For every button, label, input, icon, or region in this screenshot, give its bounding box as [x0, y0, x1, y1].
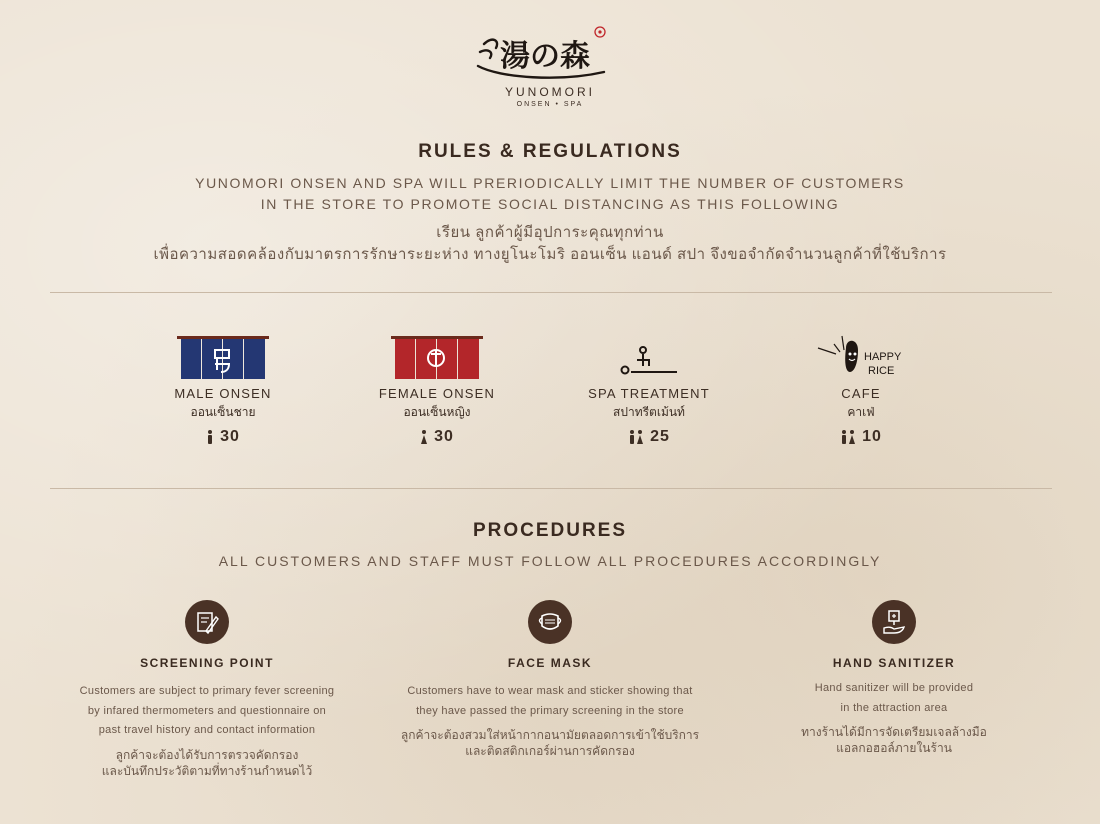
- facility-capacity: [123, 428, 323, 446]
- procedure-description-thai: [744, 724, 1044, 756]
- procedure-title: HAND SANITIZER: [832, 656, 956, 670]
- procedure-description: [744, 679, 1044, 718]
- description-line: they have passed the primary screening in the store: [416, 704, 684, 717]
- divider-bottom: [50, 488, 1052, 489]
- capacity-value: 10: [862, 428, 882, 445]
- facility-cafe: [761, 326, 961, 446]
- procedure-face-mask: [400, 600, 700, 759]
- capacity-value: 30: [434, 428, 454, 445]
- rules-th-line-2: เพื่อความสอดคล้องกับมาตรการรักษาระยะห่าง ทางยูโนะโมริ ออนเซ็น แอนด์ สปา จึงขอจำกัดจำนวนลูกค้าที่ใช้บริการ: [153, 246, 947, 263]
- procedures-title: PROCEDURES: [472, 520, 628, 541]
- rules-th-line-1: เรียน ลูกค้าผู้มีอุปการะคุณทุกท่าน: [436, 224, 664, 241]
- rules-en-line-2: IN THE STORE TO PROMOTE SOCIAL DISTANCING AS THIS FOLLOWING: [260, 196, 840, 212]
- facility-name: SPA TREATMENT: [588, 386, 710, 401]
- hand-sanitizer-icon: [882, 608, 906, 636]
- description-line: past travel history and contact information: [98, 724, 316, 736]
- description-line: in the attraction area: [840, 701, 948, 714]
- procedure-description: [400, 682, 700, 721]
- procedure-description: [57, 682, 357, 741]
- brand-name: YUNOMORI: [505, 85, 595, 99]
- female-curtain-icon: [391, 334, 483, 380]
- happy-rice-logo-line1: HAPPY: [864, 351, 902, 363]
- people-icon: [840, 430, 856, 444]
- description-line-thai: ทางร้านได้มีการจัดเตรียมเจลล้างมือ: [801, 725, 987, 739]
- description-line-thai: แอลกอฮอล์ภายในร้าน: [836, 741, 952, 755]
- facility-capacity: [761, 428, 961, 446]
- facility-name: MALE ONSEN: [174, 386, 272, 401]
- massage-icon: [617, 336, 681, 380]
- facility-name: CAFE: [841, 386, 881, 401]
- procedure-hand-sanitizer: [744, 600, 1044, 756]
- description-line: Customers are subject to primary fever screening: [79, 685, 335, 697]
- thermometer-clipboard-icon: [194, 609, 220, 635]
- description-line-thai: และติดสติกเกอร์ผ่านการคัดกรอง: [465, 744, 635, 758]
- people-icon: [628, 430, 644, 444]
- procedure-icon-circle: [528, 600, 572, 644]
- facility-female-onsen: [337, 326, 537, 446]
- description-line-thai: ลูกค้าจะต้องได้รับการตรวจคัดกรอง: [115, 747, 299, 762]
- facility-spa-treatment: [549, 326, 749, 446]
- facility-name-thai: คาเฟ่: [847, 405, 875, 419]
- rules-title: RULES & REGULATIONS: [418, 141, 682, 162]
- facility-capacity: [549, 428, 749, 446]
- description-line: Customers have to wear mask and sticker showing that: [407, 685, 693, 697]
- brand-subtitle: ONSEN • SPA: [516, 101, 584, 108]
- procedure-title: FACE MASK: [507, 656, 593, 670]
- happy-rice-icon: [816, 330, 906, 380]
- happy-rice-logo-line2: RICE: [868, 365, 895, 377]
- person-icon: [206, 430, 214, 444]
- male-curtain-icon: [177, 334, 269, 380]
- description-line: Hand sanitizer will be provided: [814, 682, 974, 694]
- logo-glyphs: 湯の森: [500, 39, 590, 74]
- procedure-description-thai: [57, 747, 357, 779]
- person-icon: [420, 430, 428, 444]
- divider-top: [50, 292, 1052, 293]
- description-line-thai: ลูกค้าจะต้องสวมใส่หน้ากากอนามัยตลอดการเข้าใช้บริการ: [400, 728, 700, 742]
- description-line-thai: และบันทึกประวัติตามที่ทางร้านกำหนดไว้: [101, 763, 313, 778]
- logo-brush-icon: [470, 22, 630, 86]
- procedure-title: SCREENING POINT: [140, 656, 274, 670]
- rules-en-line-1: YUNOMORI ONSEN AND SPA WILL PRERIODICALLY LIMIT THE NUMBER OF CUSTOMERS: [195, 175, 905, 191]
- facility-name-thai: สปาทรีตเม้นท์: [613, 405, 685, 419]
- facility-name-thai: ออนเซ็นชาย: [190, 405, 256, 419]
- facility-name: FEMALE ONSEN: [378, 386, 496, 401]
- procedure-icon-circle: [185, 600, 229, 644]
- facility-capacity: [337, 428, 537, 446]
- procedure-icon-circle: [872, 600, 916, 644]
- description-line: by infared thermometers and questionnaire on: [87, 704, 327, 717]
- capacity-value: 30: [220, 428, 240, 445]
- capacity-value: 25: [650, 428, 670, 445]
- face-mask-icon: [536, 610, 564, 634]
- facility-name-thai: ออนเซ็นหญิง: [403, 405, 471, 419]
- facility-male-onsen: [123, 326, 323, 446]
- procedure-description-thai: [400, 727, 700, 759]
- procedure-screening-point: [57, 600, 357, 779]
- procedures-subtitle: ALL CUSTOMERS AND STAFF MUST FOLLOW ALL PROCEDURES ACCORDINGLY: [218, 553, 882, 569]
